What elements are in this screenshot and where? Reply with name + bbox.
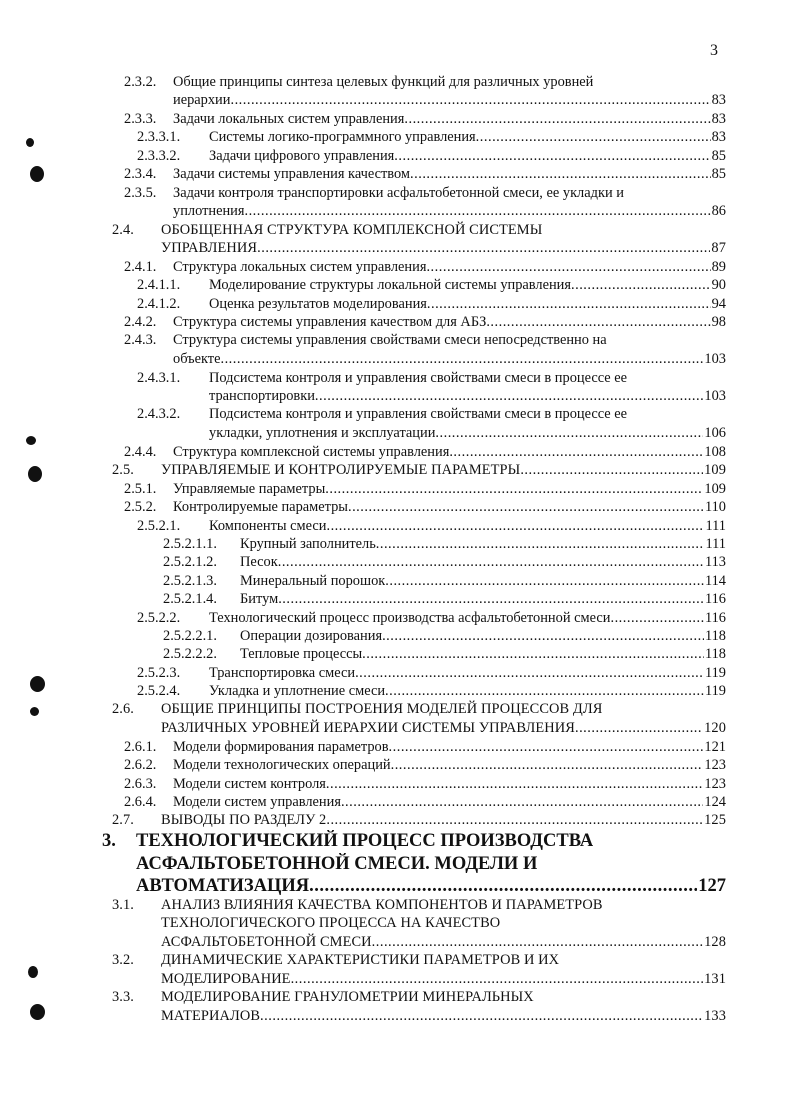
toc-entry-continuation[interactable] <box>173 350 726 368</box>
toc-entry-number: 2.3.3. <box>124 111 157 127</box>
toc-entry-title: Общие принципы синтеза целевых функций для различных уровней <box>173 74 594 90</box>
toc-dot-leader <box>315 387 704 405</box>
toc-entry-continuation[interactable] <box>209 387 726 405</box>
toc-entry-title: Структура системы управления качеством для АБЗ <box>173 314 487 330</box>
toc-entry-title: УПРАВЛЕНИЯ <box>161 240 258 256</box>
toc-entry-number: 2.5.2.1. <box>137 518 181 534</box>
toc-dot-leader <box>348 498 704 516</box>
toc-page-number: 89 <box>711 259 726 275</box>
toc-dot-leader <box>571 276 711 294</box>
toc-dot-leader <box>382 627 704 645</box>
toc-entry-title: Крупный заполнитель <box>240 536 376 552</box>
toc-page-number: 113 <box>704 554 726 570</box>
toc-dot-leader <box>486 313 710 331</box>
toc-entry-number: 2.5.2.1.4. <box>163 591 217 607</box>
toc-dot-leader <box>410 165 711 183</box>
toc-entry-number: 2.3.2. <box>124 74 157 90</box>
toc-entry[interactable] <box>112 811 726 829</box>
toc-entry[interactable] <box>137 664 726 682</box>
toc-entry-number: 2.4. <box>112 222 134 238</box>
toc-entry-title: Модели формирования параметров <box>173 739 389 755</box>
toc-entry[interactable] <box>112 988 726 1006</box>
toc-page-number: 123 <box>704 757 726 773</box>
toc-entry-number: 2.5.2.4. <box>137 683 181 699</box>
toc-entry[interactable] <box>124 184 726 202</box>
toc-dot-leader <box>326 775 704 793</box>
toc-entry[interactable] <box>124 313 726 331</box>
toc-page-number: 108 <box>704 444 726 460</box>
toc-entry[interactable] <box>124 73 726 91</box>
toc-entry-number: 2.5.2.1.2. <box>163 554 217 570</box>
toc-entry-title: Структура комплексной системы управления <box>173 444 450 460</box>
toc-dot-leader <box>385 572 704 590</box>
toc-page-number: 103 <box>704 351 726 367</box>
toc-page-number: 86 <box>711 203 726 219</box>
toc-page-number: 98 <box>711 314 726 330</box>
toc-page-number: 111 <box>705 536 726 552</box>
toc-entry[interactable] <box>163 627 726 645</box>
toc-entry-title: Модели систем управления <box>173 794 341 810</box>
toc-entry-number: 2.3.4. <box>124 166 157 182</box>
toc-entry-number: 2.4.2. <box>124 314 157 330</box>
toc-chapter-entry[interactable] <box>102 830 726 853</box>
toc-dot-leader <box>476 128 711 146</box>
toc-entry-title: укладки, уплотнения и эксплуатации <box>209 425 436 441</box>
toc-entry-number: 2.5.2.1.3. <box>163 573 217 589</box>
toc-entry-title: Тепловые процессы <box>240 646 363 662</box>
toc-page-number: 119 <box>704 683 726 699</box>
toc-entry-number: 2.5.2.2.1. <box>163 628 217 644</box>
toc-entry[interactable] <box>112 896 726 914</box>
toc-entry[interactable] <box>137 147 726 165</box>
toc-dot-leader <box>435 424 703 442</box>
toc-entry-title: Структура локальных систем управления <box>173 259 427 275</box>
toc-entry[interactable] <box>124 443 726 461</box>
toc-entry-continuation[interactable] <box>173 91 726 109</box>
toc-entry-title: ОБОБЩЕННАЯ СТРУКТУРА КОМПЛЕКСНОЙ СИСТЕМЫ <box>161 222 543 238</box>
toc-entry-title: ВЫВОДЫ ПО РАЗДЕЛУ 2 <box>161 812 327 828</box>
toc-entry-title: уплотнения <box>173 203 245 219</box>
toc-entry-title: УПРАВЛЯЕМЫЕ И КОНТРОЛИРУЕМЫЕ ПАРАМЕТРЫ <box>161 462 521 478</box>
toc-entry-continuation[interactable] <box>161 933 726 951</box>
toc-entry-continuation[interactable] <box>136 875 726 898</box>
toc-page-number: 118 <box>704 628 726 644</box>
toc-entry-title: Задачи системы управления качеством <box>173 166 411 182</box>
toc-entry-continuation[interactable] <box>173 202 726 220</box>
toc-entry-title: Системы логико-программного управления <box>209 129 476 145</box>
toc-entry-number: 2.3.3.1. <box>137 129 181 145</box>
toc-entry-title: ТЕХНОЛОГИЧЕСКОГО ПРОЦЕССА НА КАЧЕСТВО <box>161 915 501 931</box>
toc-entry-title: МАТЕРИАЛОВ <box>161 1008 261 1024</box>
toc-page-number: 116 <box>704 610 726 626</box>
toc-entry[interactable] <box>124 738 726 756</box>
toc-dot-leader <box>257 239 710 257</box>
toc-entry-title: Оценка результатов моделирования <box>209 296 427 312</box>
toc-entry-number: 3.1. <box>112 897 134 913</box>
toc-dot-leader <box>449 443 703 461</box>
toc-entry[interactable] <box>124 480 726 498</box>
toc-page-number: 85 <box>711 148 726 164</box>
toc-dot-leader <box>575 719 703 737</box>
toc-entry-title: ТЕХНОЛОГИЧЕСКИЙ ПРОЦЕСС ПРОИЗВОДСТВА <box>136 831 594 851</box>
toc-page-number: 85 <box>711 166 726 182</box>
page-number: 3 <box>710 42 718 59</box>
toc-dot-leader <box>326 517 704 535</box>
toc-entry[interactable] <box>124 756 726 774</box>
toc-entry[interactable] <box>137 682 726 700</box>
toc-entry[interactable] <box>124 110 726 128</box>
toc-entry-number: 2.5.2.2. <box>137 610 181 626</box>
toc-entry[interactable] <box>124 793 726 811</box>
toc-entry[interactable] <box>124 258 726 276</box>
toc-entry[interactable] <box>124 498 726 516</box>
toc-entry-number: 2.6.2. <box>124 757 157 773</box>
toc-entry-title: АСФАЛЬТОБЕТОННОЙ СМЕСИ <box>161 934 372 950</box>
toc-page-number: 121 <box>704 739 726 755</box>
toc-entry[interactable] <box>137 295 726 313</box>
toc-entry-title: Битум <box>240 591 279 607</box>
toc-page-number: 124 <box>704 794 726 810</box>
toc-entry-title: ОБЩИЕ ПРИНЦИПЫ ПОСТРОЕНИЯ МОДЕЛЕЙ ПРОЦЕССОВ ДЛЯ <box>161 701 603 717</box>
toc-entry-title: Структура системы управления свойствами смеси непосредственно на <box>173 332 607 348</box>
toc-entry-title: МОДЕЛИРОВАНИЕ <box>161 971 291 987</box>
toc-dot-leader <box>376 535 705 553</box>
toc-entry[interactable] <box>137 128 726 146</box>
toc-entry-title: Песок <box>240 554 278 570</box>
toc-entry[interactable] <box>163 553 726 571</box>
toc-entry[interactable] <box>163 590 726 608</box>
toc-entry[interactable] <box>137 609 726 627</box>
toc-entry-title: Модели технологических операций <box>173 757 391 773</box>
toc-entry[interactable] <box>137 369 726 387</box>
toc-page-number: 118 <box>704 646 726 662</box>
toc-page-number: 120 <box>704 720 726 736</box>
toc-page-number: 94 <box>711 296 726 312</box>
toc-entry[interactable] <box>137 405 726 423</box>
toc-page-number: 109 <box>704 462 726 478</box>
toc-entry-continuation[interactable] <box>161 970 726 988</box>
toc-entry-continuation[interactable] <box>161 719 726 737</box>
toc-entry-number: 2.4.3.1. <box>137 370 181 386</box>
toc-entry-title: ДИНАМИЧЕСКИЕ ХАРАКТЕРИСТИКИ ПАРАМЕТРОВ И ИХ <box>161 952 560 968</box>
toc-dot-leader <box>362 645 704 663</box>
toc-entry-number: 2.6.4. <box>124 794 157 810</box>
toc-page-number: 119 <box>704 665 726 681</box>
toc-dot-leader <box>391 756 704 774</box>
toc-entry-continuation[interactable] <box>209 424 726 442</box>
toc-entry-number: 2.5.2.2.2. <box>163 646 217 662</box>
toc-entry[interactable] <box>112 221 726 239</box>
toc-page-number: 90 <box>711 277 726 293</box>
toc-page-number: 123 <box>704 776 726 792</box>
toc-entry-title: РАЗЛИЧНЫХ УРОВНЕЙ ИЕРАРХИИ СИСТЕМЫ УПРАВЛЕНИЯ <box>161 720 575 736</box>
toc-entry-continuation[interactable] <box>161 239 726 257</box>
toc-entry[interactable] <box>163 535 726 553</box>
toc-entry[interactable] <box>124 165 726 183</box>
toc-entry-number: 2.5. <box>112 462 134 478</box>
toc-dot-leader <box>389 738 704 756</box>
toc-entry-title: Моделирование структуры локальной системы управления <box>209 277 571 293</box>
toc-entry-number: 2.5.2.3. <box>137 665 181 681</box>
toc-entry-title: Управляемые параметры <box>173 481 326 497</box>
toc-entry-title: Подсистема контроля и управления свойствами смеси в процессе ее <box>209 406 628 422</box>
toc-dot-leader <box>520 461 703 479</box>
toc-page-number: 127 <box>698 876 726 896</box>
toc-page-number: 114 <box>704 573 726 589</box>
toc-entry-title: объекте <box>173 351 221 367</box>
toc-dot-leader <box>404 110 710 128</box>
toc-dot-leader <box>260 1007 703 1025</box>
toc-entry[interactable] <box>124 331 726 349</box>
toc-dot-leader <box>278 553 704 571</box>
toc-dot-leader <box>220 350 703 368</box>
toc-page-number: 116 <box>704 591 726 607</box>
toc-entry-title: Технологический процесс производства асфальтобетонной смеси <box>209 610 611 626</box>
toc-entry[interactable] <box>112 461 726 479</box>
toc-page-number: 106 <box>704 425 726 441</box>
toc-entry[interactable] <box>163 645 726 663</box>
toc-entry-title: АВТОМАТИЗАЦИЯ <box>136 876 310 896</box>
toc-entry-number: 2.5.2.1.1. <box>163 536 217 552</box>
toc-entry-number: 2.6. <box>112 701 134 717</box>
toc-entry-title: транспортировки <box>209 388 315 404</box>
toc-entry-title: Задачи контроля транспортировки асфальтобетонной смеси, ее укладки и <box>173 185 624 201</box>
toc-entry-title: Модели систем контроля <box>173 776 326 792</box>
toc-entry-number: 3. <box>102 831 116 851</box>
toc-dot-leader <box>427 295 711 313</box>
toc-page-number: 83 <box>711 111 726 127</box>
toc-entry[interactable] <box>137 517 726 535</box>
toc-dot-leader <box>372 933 703 951</box>
toc-entry-number: 2.7. <box>112 812 134 828</box>
toc-entry-title: Компоненты смеси <box>209 518 327 534</box>
toc-entry-number: 3.3. <box>112 989 134 1005</box>
toc-entry[interactable] <box>163 572 726 590</box>
toc-entry-continuation[interactable] <box>136 853 726 876</box>
toc-entry-continuation[interactable] <box>161 1007 726 1025</box>
toc-dot-leader <box>278 590 704 608</box>
toc-dot-leader <box>426 258 710 276</box>
toc-entry-number: 2.3.5. <box>124 185 157 201</box>
toc-entry[interactable] <box>124 775 726 793</box>
toc-entry-title: МОДЕЛИРОВАНИЕ ГРАНУЛОМЕТРИИ МИНЕРАЛЬНЫХ <box>161 989 534 1005</box>
toc-entry-title: Задачи цифрового управления <box>209 148 395 164</box>
toc-entry[interactable] <box>112 700 726 718</box>
toc-entry-number: 2.4.1. <box>124 259 157 275</box>
toc-entry-title: Операции дозирования <box>240 628 383 644</box>
toc-entry-title: иерархии <box>173 92 231 108</box>
toc-entry-continuation[interactable] <box>161 914 726 932</box>
toc-entry-number: 2.4.3. <box>124 332 157 348</box>
toc-entry-number: 2.4.1.1. <box>137 277 181 293</box>
toc-dot-leader <box>309 875 697 898</box>
toc-page-number: 83 <box>711 92 726 108</box>
toc-entry-number: 2.4.1.2. <box>137 296 181 312</box>
toc-entry-title: АНАЛИЗ ВЛИЯНИЯ КАЧЕСТВА КОМПОНЕНТОВ И ПАРАМЕТРОВ <box>161 897 603 913</box>
toc-entry-title: Задачи локальных систем управления <box>173 111 405 127</box>
toc-dot-leader <box>385 682 704 700</box>
toc-page-number: 133 <box>704 1008 726 1024</box>
toc-dot-leader <box>341 793 703 811</box>
toc-entry-title: Подсистема контроля и управления свойствами смеси в процессе ее <box>209 370 628 386</box>
toc-entry-number: 2.5.1. <box>124 481 157 497</box>
toc-page-number: 128 <box>704 934 726 950</box>
toc-entry-number: 2.4.3.2. <box>137 406 181 422</box>
toc-entry-number: 2.5.2. <box>124 499 157 515</box>
toc-dot-leader <box>355 664 704 682</box>
toc-entry[interactable] <box>112 951 726 969</box>
toc-dot-leader <box>230 91 710 109</box>
toc-entry-number: 2.3.3.2. <box>137 148 181 164</box>
toc-entry-number: 3.2. <box>112 952 134 968</box>
toc-page-number: 125 <box>704 812 726 828</box>
toc-entry-title: АСФАЛЬТОБЕТОННОЙ СМЕСИ. МОДЕЛИ И <box>136 854 538 874</box>
toc-page-number: 131 <box>704 971 726 987</box>
toc-entry-number: 2.4.4. <box>124 444 157 460</box>
toc-dot-leader <box>610 609 703 627</box>
toc-entry[interactable] <box>137 276 726 294</box>
toc-page-number: 103 <box>704 388 726 404</box>
toc-page-number: 109 <box>704 481 726 497</box>
toc-entry-title: Транспортировка смеси <box>209 665 356 681</box>
toc-page-number: 83 <box>711 129 726 145</box>
toc-dot-leader <box>325 480 703 498</box>
toc-entry-title: Контролируемые параметры <box>173 499 348 515</box>
toc-dot-leader <box>326 811 703 829</box>
toc-entry-title: Минеральный порошок <box>240 573 386 589</box>
toc-entry-title: Укладка и уплотнение смеси <box>209 683 386 699</box>
toc-page-number: 111 <box>705 518 726 534</box>
toc-page-number: 110 <box>704 499 726 515</box>
toc-dot-leader <box>394 147 710 165</box>
toc-entry-number: 2.6.3. <box>124 776 157 792</box>
toc-page-number: 87 <box>711 240 726 256</box>
toc-dot-leader <box>291 970 704 988</box>
toc-dot-leader <box>244 202 710 220</box>
toc-entry-number: 2.6.1. <box>124 739 157 755</box>
